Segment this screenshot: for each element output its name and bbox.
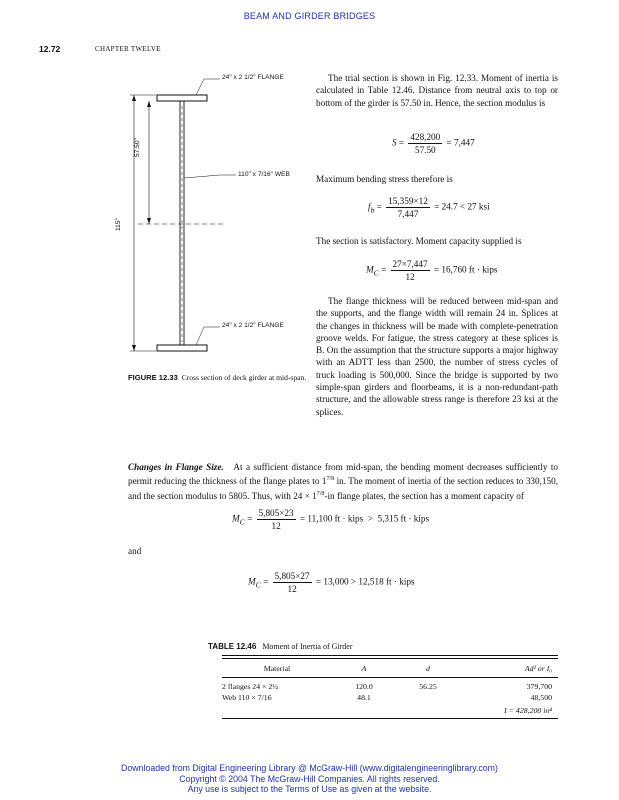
table-caption [208, 642, 353, 651]
table-row: 2 flanges 24 × 2½ 120.0 56.25 379,700 [222, 682, 552, 691]
paragraph-flange-thickness: The flange thickness will be reduced between mid-span and the supports, and the flange width will remain 24 in. Splices at the changes in thickness will be made with complete-penetration groove welds. For fatigue, the stress category at these splices is B. On the assumption that the structure supports a major highway with an ADTT less than 2500, the number of stress cycles of truck loading is 500,000. Since the bridge is supported by two simple-span girders and floorbeams, it is a non-redundant-path structure, and the allowable stress range is therefore 23 ksi at the splices. [316, 296, 558, 417]
table-row: Web 110 × 7/16 48.1 48,500 [222, 693, 552, 702]
table-title: Moment of Inertia of Girder [262, 642, 353, 651]
figure-number: FIGURE 12.33 [128, 373, 178, 382]
web-leader [184, 175, 236, 178]
footer-download-link[interactable]: Downloaded from Digital Engineering Library @ McGraw-Hill (www.digitalengineeringlibrary.com) [121, 763, 498, 773]
footer-notice [0, 763, 619, 795]
paragraph-trial-section: The trial section is shown in Fig. 12.33. Moment of inertia is calculated in Table 12.46. Distance from neutral axis to top or bottom of the girder is 57.50 in. Hence, the section modulus is [316, 73, 558, 108]
and-word: and [128, 546, 142, 556]
table-number: TABLE 12.46 [208, 642, 257, 651]
page-number: 12.72 [39, 44, 61, 54]
equation-moment-capacity: $M_C$ = $\frac{27\times 7,447}{12}$ = 16,760 ft · kips [366, 259, 498, 282]
total-depth-label: 115" [115, 218, 122, 231]
chapter-title: CHAPTER TWELVE [95, 45, 161, 53]
equation-section-modulus: S = $\frac{428,200}{57.50}$ = 7,447 [392, 132, 475, 155]
bottom-flange-plate [157, 345, 207, 351]
web-label: 110" x 7/16" WEB [238, 171, 290, 178]
bottom-flange-label: 24" x 2 1/2" FLANGE [222, 322, 284, 329]
half-depth-label: 57.50" [134, 138, 141, 157]
paragraph-satisfactory: The section is satisfactory. Moment capacity supplied is [316, 236, 522, 246]
paragraph-changes-in-flange-size: Changes in Flange Size. At a sufficient distance from mid-span, the bending moment decreases sufficiently to permit reducing the thickness of the flange plates to $1^{7/8}$ in. The moment of inertia of the section reduces to 330,150, and the section modulus to 5805. Thus, with $24 \times 1^{7/8}-in$ flange plates, the section has a moment capacity of [128, 462, 558, 501]
inertia-table [222, 655, 558, 719]
top-flange-label: 24" x 2 1/2" FLANGE [222, 74, 284, 81]
figure-caption [128, 373, 313, 383]
equation-moment-capacity-reduced-2: $M_C$ = $\frac{5,805\times 27}{12}$ = 13,000 > 12,518 ft · kips [248, 571, 415, 594]
top-flange-plate [157, 95, 207, 101]
bottom-flange-leader [196, 327, 220, 345]
footer-copyright: Copyright © 2004 The McGraw-Hill Companies. All rights reserved. [179, 773, 440, 784]
footer-terms: Any use is subject to the Terms of Use as given at the website. [187, 784, 432, 794]
equation-bending-stress: $f_b$ = $\frac{15,359\times 12}{7,447}$ = 24.7 < 27 ksi [368, 196, 490, 219]
running-head: BEAM AND GIRDER BRIDGES [243, 11, 376, 21]
top-flange-leader [196, 79, 220, 95]
table-header-row: Material A d Ad² or I₀ [263, 663, 552, 673]
section-heading: Changes in Flange Size. [128, 462, 224, 472]
equation-moment-capacity-reduced-1: $M_C$ = $\frac{5,805\times 23}{12}$ = 11,100 ft · kips > 5,315 ft · kips [232, 508, 430, 531]
paragraph-max-stress: Maximum bending stress therefore is [316, 174, 453, 184]
figure-caption-text: Cross section of deck girder at mid-span. [181, 373, 307, 382]
table-total-row: I = 428,200 in⁴ [504, 706, 552, 715]
girder-cross-section-figure [120, 66, 320, 366]
